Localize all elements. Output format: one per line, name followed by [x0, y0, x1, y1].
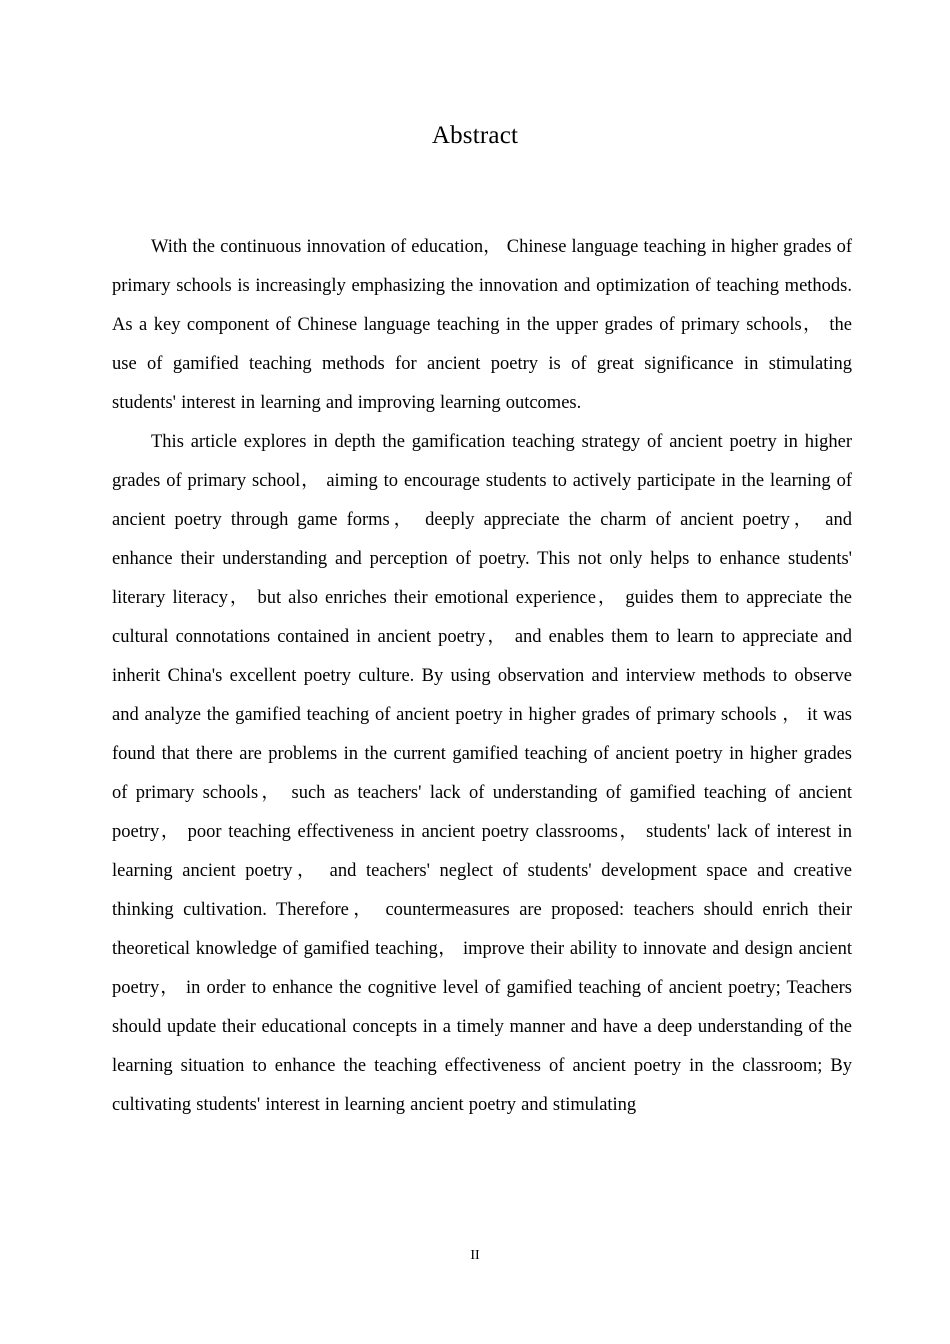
paragraph: This article explores in depth the gamification teaching strategy of ancient poetry in higher grades of primary school， aiming to encourage students to actively participate in the learning of ancient poetry through game forms， deeply appreciate the charm of ancient poetry， and enhance their understanding and perception of poetry. This not only helps to enhance students' literary literacy， but also enriches their emotional experience， guides them to appreciate the cultural connotations contained in ancient poetry， and enables them to learn to appreciate and inherit China's excellent poetry culture. By using observation and interview methods to observe and analyze the gamified teaching of ancient poetry in higher grades of primary schools ， it was found that there are problems in the current gamified teaching of ancient poetry in higher grades of primary schools， such as teachers' lack of understanding of gamified teaching of ancient poetry， poor teaching effectiveness in ancient poetry classrooms， students' lack of interest in learning ancient poetry， and teachers' neglect of students' development space and creative thinking cultivation. Therefore， countermeasures are proposed: teachers should enrich their theoretical knowledge of gamified teaching， improve their ability to innovate and design ancient poetry， in order to enhance the cognitive level of gamified teaching of ancient poetry; Teachers should update their educational concepts in a timely manner and have a deep understanding of the learning situation to enhance the teaching effectiveness of ancient poetry in the classroom; By cultivating students' interest in learning ancient poetry and stimulating	[112, 432, 852, 1115]
paragraph: With the continuous innovation of education， Chinese language teaching in higher grades of primary schools is increasingly emphasizing the innovation and optimization of teaching methods. As a key component of Chinese language teaching in the upper grades of primary schools， the use of gamified teaching methods for ancient poetry is of great significance in stimulating students' interest in learning and improving learning outcomes.	[112, 237, 852, 413]
page-title: Abstract	[431, 122, 519, 149]
page-number: II	[470, 1248, 480, 1263]
abstract-body	[112, 228, 852, 1125]
